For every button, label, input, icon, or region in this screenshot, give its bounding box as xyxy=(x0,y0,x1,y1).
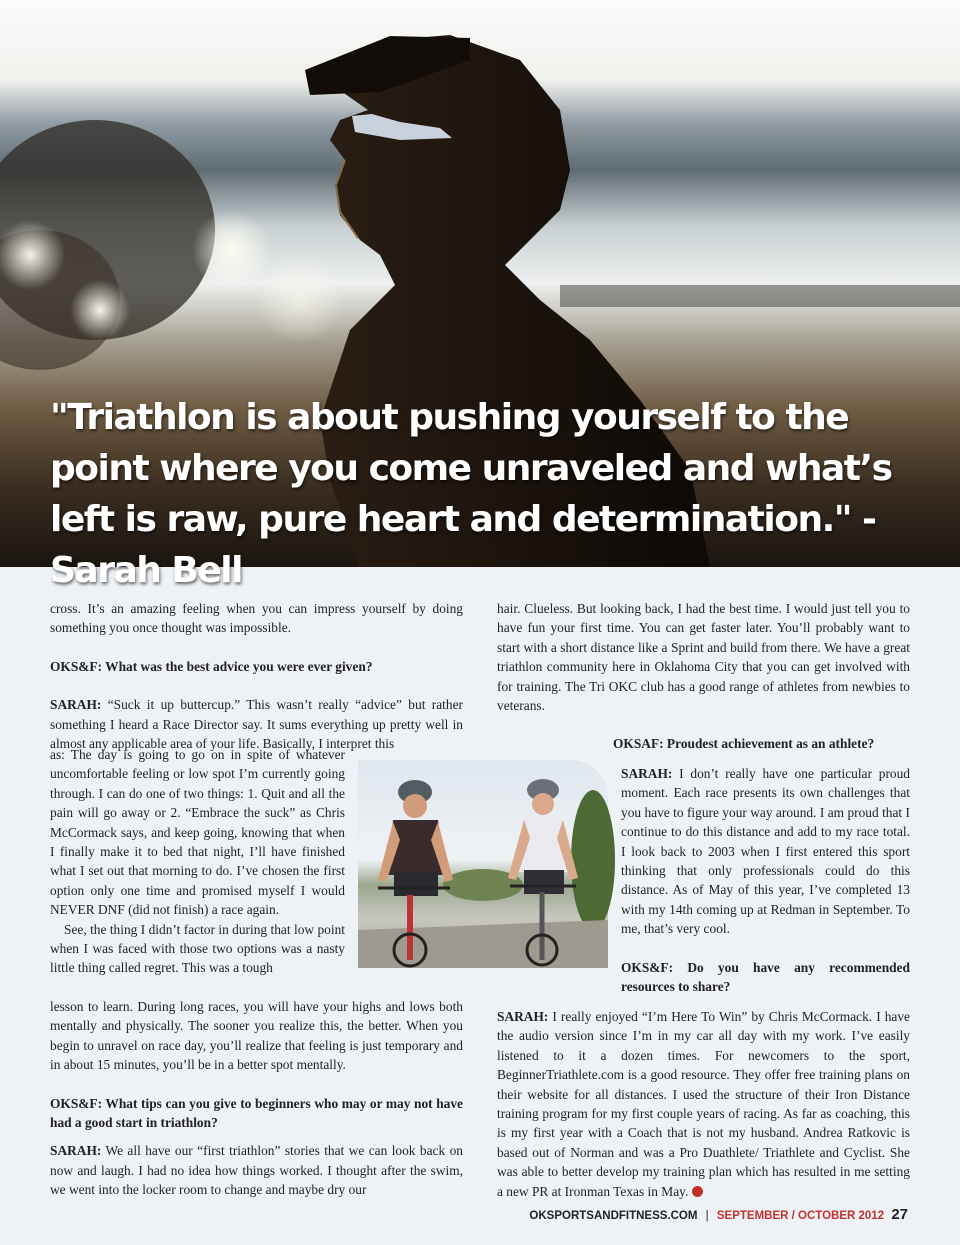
left-column-bottom xyxy=(50,997,463,1200)
interview-question: OKS&F: What was the best advice you were ever given? xyxy=(50,658,373,674)
paragraph: lesson to learn. During long races, you will have your highs and lows both mentally and physically. The sooner you realize this, the better. When you begin to unravel on race day, you’ll realize that feeling is just temporary and in about 15 minutes, you’ll be in a better spot mentally. xyxy=(50,999,463,1073)
answer-text: “Suck it up buttercup.” This wasn’t really “advice” but rather something I heard a Race Director say. It sums everything up pretty well in almost any applicable area of your life. Basically, I interpret this xyxy=(50,697,463,752)
left-column-narrow xyxy=(50,745,345,978)
speaker-label: SARAH: xyxy=(621,766,673,781)
cyclists-photo xyxy=(358,760,608,968)
answer-text: I really enjoyed “I’m Here To Win” by Chris McCormack. I have the audio version since I’m in my car all day with my work. I’ve easily listened to it a dozen times. For newcomers to the sport, BeginnerTriathlete.com is a good resource. They offer free training plans on their website for all distances. I used the structure of their Iron Distance training program for my first couple years of racing. As far as coaching, this is my first year with a Coach that is not my husband. Andrea Ratkovic is based out of Norman and was a Pro Duathlete/ Triathlete and Cyclist. She was able to better develop my training plan which has resulted in me setting a new PR at Ironman Texas in May. xyxy=(497,1009,910,1199)
left-column-top xyxy=(50,599,463,753)
page-footer xyxy=(529,1206,908,1223)
page-number: 27 xyxy=(891,1206,908,1223)
speaker-label: SARAH: xyxy=(50,1143,102,1159)
interview-answer xyxy=(621,764,910,939)
speaker-label: SARAH: xyxy=(50,697,102,713)
paragraph: hair. Clueless. But looking back, I had the best time. I would just tell you to have fun your first time. You can get faster later. You’ll probably want to start with a short distance like a Sprint and build from there. We have a great triathlon community here in Oklahoma City that you can get involved with for training. The Tri OKC club has a good range of athletes from newbies to veterans. xyxy=(497,601,910,714)
issue-date: SEPTEMBER / OCTOBER 2012 xyxy=(716,1210,885,1222)
answer-text: We all have our “first triathlon” stories that we can look back on now and laugh. I had no idea how things worked. I thought after the swim, we went into the locker room to change and maybe dry our xyxy=(50,1143,463,1198)
right-column-narrow xyxy=(621,764,910,996)
website-url: OKSPORTSANDFITNESS.COM xyxy=(529,1210,698,1222)
right-column-bottom xyxy=(497,1007,910,1201)
hero-photo xyxy=(0,0,960,591)
answer-text: as: The day is going to go on in spite of whatever uncomfortable feeling or low spot I’m currently going through. I can do one of two things: 1. Quit and all the pain will go away or 2. “Embrace the suck” as Chris McCormack says, and keep going, knowing that when I finally make it to bed that night, I’ll have finished what I set out that morning to do. I’ve chosen the first option only one time and promised myself I would NEVER DNF (did not finish) a race again. xyxy=(50,747,345,918)
right-column-top xyxy=(497,599,910,754)
answer-text: I don’t really have one particular proud moment. Each race presents its own challenges that you have to figure your way around. I am proud that I continue to do this distance and add to my race total. I look back to 2003 when I first entered this sport thinking that only professionals could do this distance. As of May of this year, I’ve completed 13 with my 14th coming up at Redman in September. To me, that’s very cool. xyxy=(621,766,910,937)
interview-question: OKS&F: What tips can you give to beginners who may or may not have had a good start in triathlon? xyxy=(50,1095,463,1131)
end-of-article-icon xyxy=(692,1186,703,1197)
cyclists-image xyxy=(358,760,608,968)
interview-answer xyxy=(497,1007,910,1201)
speaker-label: SARAH: xyxy=(497,1009,549,1024)
footer-separator: | xyxy=(705,1210,709,1222)
interview-question: OKSAF: Proudest achievement as an athlete? xyxy=(613,736,875,752)
interview-answer xyxy=(50,1141,463,1199)
paragraph: cross. It’s an amazing feeling when you can impress yourself by doing something you once thought was impossible. xyxy=(50,601,463,636)
interview-question: OKS&F: Do you have any recommended resources to share? xyxy=(621,959,910,995)
paragraph: See, the thing I didn’t factor in during that low point when I was faced with those two options was a nasty little thing called regret. This was a tough xyxy=(50,921,345,976)
pull-quote: "Triathlon is about pushing yourself to the point where you come unraveled and what’s left is raw, pure heart and determination." - Sarah Bell xyxy=(50,397,892,591)
